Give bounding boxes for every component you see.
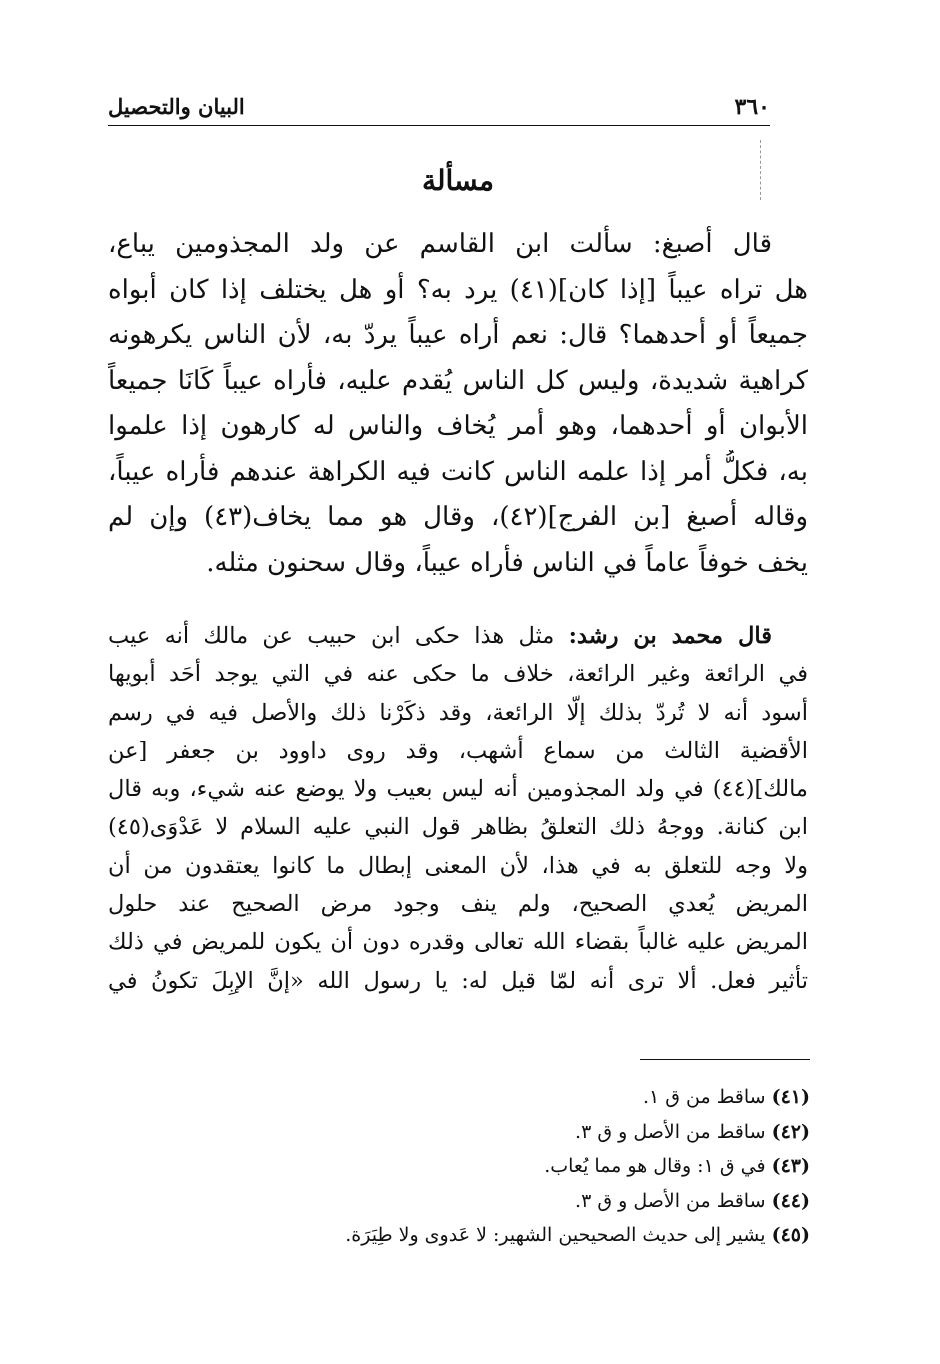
footnote xyxy=(108,1115,810,1150)
footnote-number: (٤٥) xyxy=(771,1224,810,1246)
text-line: كراهية شديدة، وليس كل الناس يُقدم عليه، فأراه عيباً كَانَا جميعاً xyxy=(108,365,808,396)
text-line: تأثير فعل. ألا ترى أنه لمّا قيل له: يا رسول الله «إنَّ الإبِلَ تكونُ في xyxy=(108,967,808,994)
commentary-paragraph xyxy=(108,617,808,1000)
header-rule xyxy=(108,125,770,126)
footnote-text: يشير إلى حديث الصحيحين الشهير: لا عَدوى ولا طِيَرَة. xyxy=(345,1224,766,1246)
text-line: الأبوان أو أحدهما، وهو أمر يُخاف والناس له كارهون إذا علموا xyxy=(108,411,808,441)
section-title: مسألة xyxy=(421,164,495,197)
footnote-rule xyxy=(640,1059,810,1060)
text-line: المريض يُعدي الصحيح، ولم ينف وجود مرض الصحيح عند حلول xyxy=(108,891,808,918)
text-line: جميعاً أو أحدهما؟ قال: نعم أراه عيباً يردّ به، لأن الناس يكرهونه xyxy=(108,320,808,350)
commentary-lead: قال محمد بن رشد: xyxy=(568,623,773,649)
text-line xyxy=(108,617,808,655)
text-line: أسود أنه لا تُردّ بذلك إلّا الرائعة، وقد ذكَرْنا ذلك والأصل فيه في رسم xyxy=(108,699,808,726)
footnotes xyxy=(108,1080,810,1253)
text-line: في الرائعة وغير الرائعة، خلاف ما حكى عنه في التي يوجد أحَد أبويها xyxy=(108,661,808,688)
footnote xyxy=(108,1184,810,1219)
footnote xyxy=(108,1149,810,1184)
footnote-number: (٤١) xyxy=(771,1086,810,1108)
text-line: الأقضية الثالث من سماع أشهب، وقد روى داوود بن جعفر [عن xyxy=(108,737,808,764)
footnote-text: ساقط من الأصل و ق ٣. xyxy=(575,1189,766,1212)
text-line: هل تراه عيباً [إذا كان](٤١) يرد به؟ أو هل يختلف إذا كان أبواه xyxy=(108,274,808,305)
text-line: ولا وجه للتعلق به في هذا، لأن المعنى إبطال ما كانوا يعتقدون من أن xyxy=(108,852,808,879)
commentary-first-text: مثل هذا حكى ابن حبيب عن مالك أنه عيب xyxy=(108,623,555,649)
footnote-number: (٤٤) xyxy=(771,1189,810,1212)
footnote-number: (٤٣) xyxy=(771,1155,810,1177)
text-line: به، فكلُّ أمر إذا علمه الناس كانت فيه الكراهة عندهم فأراه عيباً، xyxy=(108,456,808,487)
book-title: البيان والتحصيل xyxy=(108,94,245,119)
footnote-text: ساقط من ق ١. xyxy=(642,1086,766,1108)
footnote-number: (٤٢) xyxy=(771,1120,810,1143)
text-line: مالك](٤٤) في ولد المجذومين أنه ليس بعيب ولا يوضع عنه شيء، وبه قال xyxy=(108,776,808,803)
text-line: يخف خوفاً عاماً في الناس فأراه عيباً، وقال سحنون مثله. xyxy=(206,547,808,578)
text-line: ابن كنانة. ووجهُ ذلك التعلقُ بظاهر قول النبي عليه السلام لا عَدْوَى(٤٥) xyxy=(108,814,808,841)
text-line: وقاله أصبغ [بن الفرج](٤٢)، وقال هو مما يخاف(٤٣) وإن لم xyxy=(108,502,808,532)
footnote xyxy=(108,1218,810,1253)
text-line: قال أصبغ: سألت ابن القاسم عن ولد المجذومين يباع، xyxy=(108,229,772,259)
footnote xyxy=(108,1080,810,1115)
running-header xyxy=(108,92,770,126)
page-number: ٣٦٠ xyxy=(734,94,770,120)
question-paragraph xyxy=(108,222,808,586)
text-line: المريض عليه غالباً بقضاء الله تعالى وقدره دون أن يكون للمريض في ذلك xyxy=(108,929,808,956)
footnote-text: في ق ١: وقال هو مما يُعاب. xyxy=(544,1155,766,1177)
footnote-text: ساقط من الأصل و ق ٣. xyxy=(575,1120,766,1143)
